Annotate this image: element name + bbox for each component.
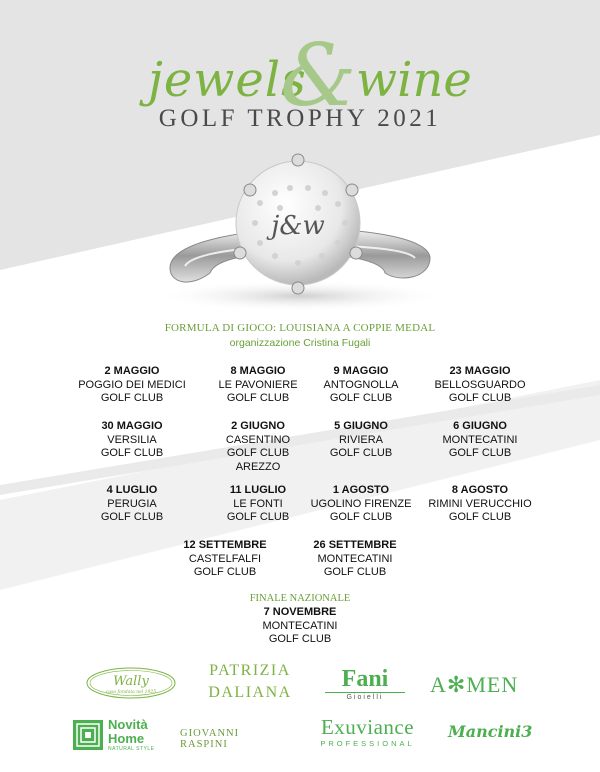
novita-sub: NATURAL STYLE <box>108 746 155 752</box>
event-venue-line1: LE PAVONIERE <box>218 378 298 391</box>
event-venue-line1: CASTELFALFI <box>188 552 262 565</box>
fani-name: Fani <box>341 666 389 692</box>
sponsor-patrizia-daliana <box>205 660 295 704</box>
event-date: 9 MAGGIO <box>333 365 389 377</box>
event-date: 2 MAGGIO <box>104 365 160 377</box>
event-venue-line1: CASENTINO <box>225 433 291 446</box>
calendar-event <box>275 539 435 580</box>
title-golf-trophy: GOLF TROPHY 2021 <box>158 105 442 132</box>
novita-home-icon <box>73 720 103 750</box>
sponsor-wally-logo <box>85 666 177 700</box>
event-date: 1 AGOSTO <box>332 484 390 496</box>
event-venue-line1: LE FONTI <box>233 497 283 510</box>
event-venue-line2: GOLF CLUB <box>448 511 512 523</box>
event-date: 11 LUGLIO <box>229 484 287 496</box>
sponsor-amen: A✻MEN <box>430 672 519 697</box>
sponsor-exuviance <box>310 715 425 748</box>
event-date: 8 MAGGIO <box>230 365 286 377</box>
sponsor-giovanni-raspini: GIOVANNI RASPINI <box>180 728 240 750</box>
finale-label: FINALE NAZIONALE <box>249 593 351 604</box>
event-venue-line1: ANTOGNOLLA <box>323 378 399 391</box>
sponsor-novita-home <box>108 718 168 753</box>
event-date: 2 GIUGNO <box>231 420 285 432</box>
event-venue-line2: GOLF CLUB <box>323 566 387 578</box>
calendar-event <box>400 365 560 406</box>
event-venue-line1: RIVIERA <box>338 433 383 446</box>
event-venue-line1: POGGIO DEI MEDICI <box>78 378 186 391</box>
finale-event <box>220 606 380 647</box>
event-venue-line1: BELLOSGUARDO <box>434 378 526 391</box>
event-venue-line1: MONTECATINI <box>442 433 518 446</box>
event-venue-line2: GOLF CLUB <box>193 566 257 578</box>
title-jewels: jewels <box>148 52 307 108</box>
patrizia-line1: PATRIZIA <box>209 662 291 679</box>
finale-date: 7 NOVEMBRE <box>263 606 337 618</box>
event-venue-line2: GOLF CLUB <box>226 447 290 459</box>
exuviance-name: Exuviance <box>320 715 415 739</box>
sponsor-fani <box>325 668 405 701</box>
event-venue-line2: GOLF CLUB <box>226 511 290 523</box>
event-venue-line2: GOLF CLUB <box>448 392 512 404</box>
event-date: 6 GIUGNO <box>453 420 507 432</box>
event-venue-line2: GOLF CLUB <box>100 447 164 459</box>
novita-line1: Novità <box>108 717 148 732</box>
event-date: 4 LUGLIO <box>106 484 158 496</box>
calendar-event <box>400 484 560 525</box>
event-date: 30 MAGGIO <box>101 420 163 432</box>
svg-text:casa fondata nel 1925: casa fondata nel 1925 <box>105 690 157 695</box>
event-venue-line1: UGOLINO FIRENZE <box>310 497 412 510</box>
event-date: 23 MAGGIO <box>449 365 511 377</box>
event-date: 12 SETTEMBRE <box>183 539 267 551</box>
organizer: organizzazione Cristina Fugali <box>229 337 371 349</box>
event-date: 26 SETTEMBRE <box>313 539 397 551</box>
sponsor-mancini3: Mancini3 <box>448 722 533 741</box>
event-venue-line2: GOLF CLUB <box>100 392 164 404</box>
event-venue-line3: AREZZO <box>235 460 281 473</box>
event-venue-line1: VERSILIA <box>107 433 157 446</box>
title-wine: wine <box>356 52 472 108</box>
fani-sub: Gioielli <box>325 692 405 701</box>
event-venue-line2: GOLF CLUB <box>226 392 290 404</box>
event-venue-line2: GOLF CLUB <box>100 511 164 523</box>
golf-ball-ring-image <box>130 148 470 318</box>
event-venue-line1: PERUGIA <box>107 497 157 510</box>
novita-line2: Home <box>108 731 145 746</box>
title-ampersand: & <box>280 26 357 126</box>
svg-text:Wally: Wally <box>113 674 149 689</box>
event-date: 5 GIUGNO <box>334 420 388 432</box>
event-venue-line1: RIMINI VERUCCHIO <box>428 497 532 510</box>
title-block <box>0 26 600 140</box>
finale-venue: MONTECATINI <box>262 619 338 632</box>
finale-club: GOLF CLUB <box>268 633 332 645</box>
event-venue-line2: GOLF CLUB <box>448 447 512 459</box>
play-format: FORMULA DI GIOCO: LOUISIANA A COPPIE MEDAL <box>164 322 436 334</box>
ball-monogram: j&w <box>271 211 325 241</box>
event-venue-line2: GOLF CLUB <box>329 511 393 523</box>
event-date: 8 AGOSTO <box>451 484 509 496</box>
calendar-event <box>400 420 560 461</box>
event-venue-line2: GOLF CLUB <box>329 447 393 459</box>
event-venue-line2: GOLF CLUB <box>329 392 393 404</box>
event-venue-line1: MONTECATINI <box>317 552 393 565</box>
exuviance-sub: PROFESSIONAL <box>320 739 415 748</box>
patrizia-line2: DALIANA <box>208 684 292 701</box>
